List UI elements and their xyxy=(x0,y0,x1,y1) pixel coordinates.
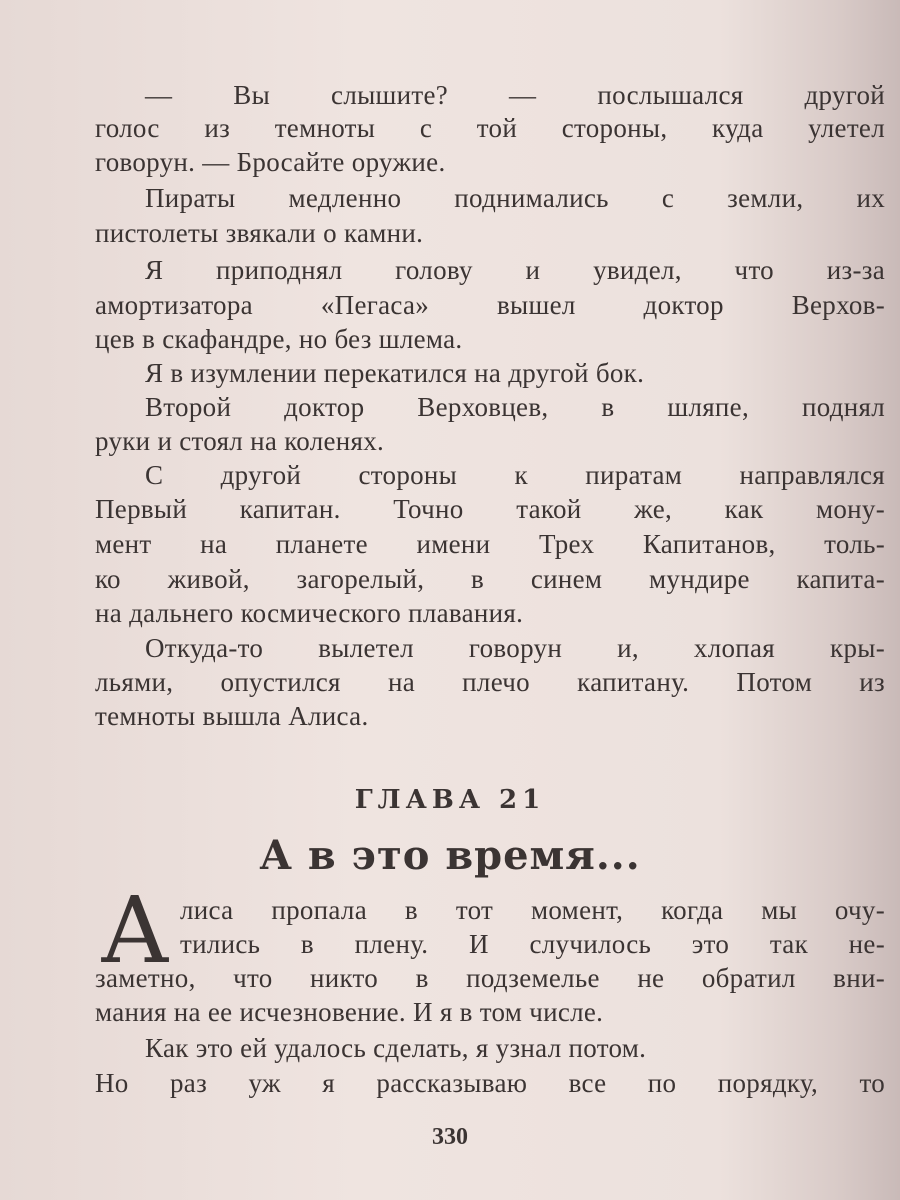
text-line: амортизатора «Пегаса» вышел доктор Верхов- xyxy=(95,290,885,320)
text-line: темноты вышла Алиса. xyxy=(95,701,369,731)
text-line: тились в плену. И случилось это так не- xyxy=(180,929,885,959)
text-line: Но раз уж я рассказываю все по порядку, то xyxy=(95,1068,885,1098)
text-line: ко живой, загорелый, в синем мундире капита- xyxy=(95,564,885,594)
text-line: мент на планете имени Трех Капитанов, толь- xyxy=(95,529,885,559)
text-line: Второй доктор Верховцев, в шляпе, поднял xyxy=(145,392,885,422)
text-line: Откуда-то вылетел говорун и, хлопая кры- xyxy=(145,633,885,663)
text-line: Первый капитан. Точно такой же, как мону- xyxy=(95,494,885,524)
text-line: говорун. — Бросайте оружие. xyxy=(95,147,446,177)
text-line: Как это ей удалось сделать, я узнал потом. xyxy=(145,1033,647,1063)
drop-cap: А xyxy=(100,877,170,984)
text-line: С другой стороны к пиратам направлялся xyxy=(145,460,885,490)
text-line: руки и стоял на коленях. xyxy=(95,426,385,456)
text-line: заметно, что никто в подземелье не обратил вни- xyxy=(95,963,885,993)
text-line: Я в изумлении перекатился на другой бок. xyxy=(145,358,645,388)
text-line: Пираты медленно поднимались с земли, их xyxy=(145,183,885,213)
text-line: льями, опустился на плечо капитану. Потом из xyxy=(95,667,885,697)
text-line: лиса пропала в тот момент, когда мы очу- xyxy=(180,895,885,925)
text-line: цев в скафандре, но без шлема. xyxy=(95,324,463,354)
text-line: на дальнего космического плавания. xyxy=(95,598,524,628)
text-line: — Вы слышите? — послышался другой xyxy=(145,80,885,110)
chapter-title: А в это время... xyxy=(259,832,641,879)
page-number: 330 xyxy=(432,1124,468,1150)
text-line: мания на ее исчезновение. И я в том числе. xyxy=(95,997,604,1027)
text-line: голос из темноты с той стороны, куда улетел xyxy=(95,113,885,143)
text-line: пистолеты звякали о камни. xyxy=(95,218,424,248)
text-line: Я приподнял голову и увидел, что из-за xyxy=(145,255,885,285)
chapter-label: ГЛАВА 21 xyxy=(354,785,546,815)
